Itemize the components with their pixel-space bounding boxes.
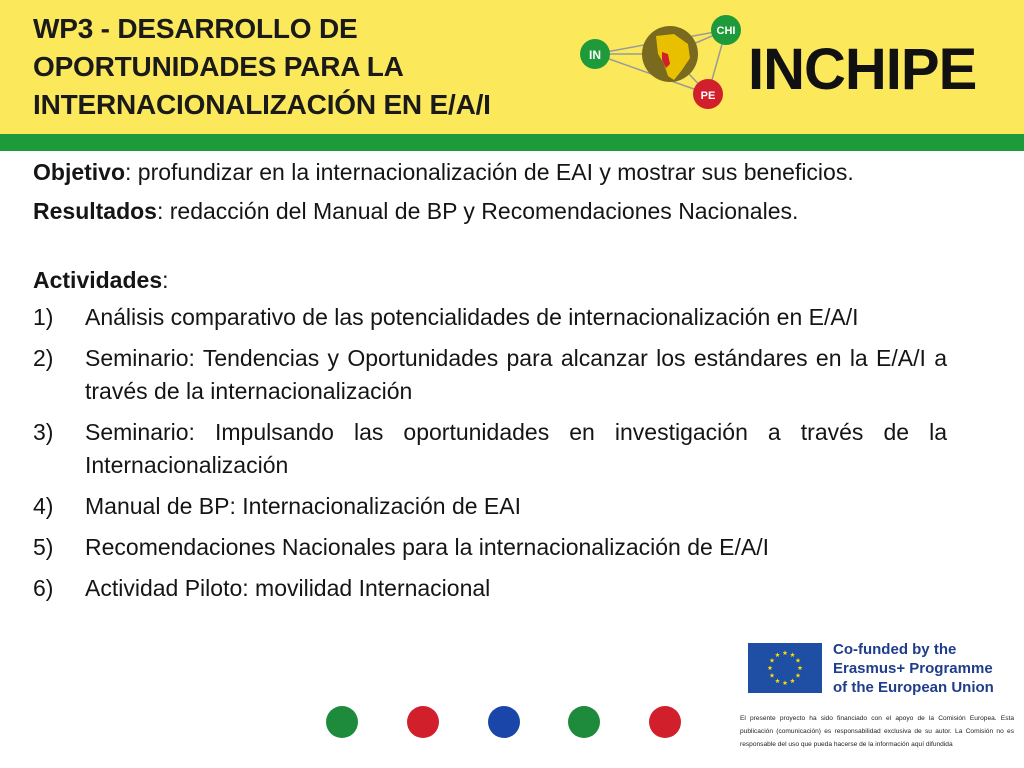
activity-item	[33, 490, 947, 523]
inchipe-wordmark: INCHIPE	[748, 37, 977, 102]
logo-node-in: IN	[589, 48, 601, 62]
eu-stars	[748, 643, 822, 693]
activity-number: 5)	[33, 534, 54, 560]
activities-suffix: :	[162, 267, 169, 293]
activity-text: Recomendaciones Nacionales para la internacionalización de E/A/I	[85, 534, 770, 560]
logo-node-pe: PE	[700, 90, 716, 102]
eu-cofunding-text	[833, 640, 1023, 697]
activity-text: Seminario: Impulsando las oportunidades en investigación a través de la Internacionalización	[85, 419, 947, 478]
activity-item	[33, 301, 947, 334]
eu-star	[783, 680, 788, 685]
decorative-dot-2	[407, 706, 439, 738]
activity-item	[33, 572, 947, 605]
eu-star	[796, 673, 801, 678]
eu-star	[770, 673, 775, 678]
objective-text: : profundizar en la internacionalización de EAI y mostrar sus beneficios.	[125, 159, 854, 185]
eu-star	[790, 652, 795, 657]
slide-title	[33, 10, 553, 124]
activity-text: Análisis comparativo de las potencialidades de internacionalización en E/A/I	[85, 304, 859, 330]
eu-star	[798, 665, 803, 670]
title-line-1: WP3 - DESARROLLO DE	[33, 13, 358, 44]
decorative-dot-1	[326, 706, 358, 738]
activity-text: Manual de BP: Internacionalización de EAI	[85, 493, 521, 519]
activity-text: Actividad Piloto: movilidad Internacional	[85, 575, 491, 601]
eu-star	[775, 678, 780, 683]
eu-flag-icon	[748, 643, 822, 693]
eu-line-3: of the European Union	[833, 679, 994, 696]
activity-item	[33, 531, 947, 564]
activity-number: 4)	[33, 493, 54, 519]
spacer	[33, 228, 947, 264]
eu-disclaimer: El presente proyecto ha sido financiado con el apoyo de la Comisión Europea. Esta publicación (comunicación) es responsabilidad exclusiva de su autor. La Comisión no es responsable del uso que pueda hacerse de la información aquí difundida	[740, 715, 1014, 748]
eu-star	[790, 678, 795, 683]
activity-number: 1)	[33, 304, 54, 330]
eu-star	[775, 652, 780, 657]
eu-star	[770, 658, 775, 663]
eu-line-1: Co-funded by the	[833, 641, 957, 658]
title-line-3: INTERNACIONALIZACIÓN EN E/A/I	[33, 89, 491, 120]
activity-number: 3)	[33, 419, 54, 445]
slide-content	[33, 156, 947, 613]
results-label: Resultados	[33, 198, 157, 224]
title-line-2: OPORTUNIDADES PARA LA	[33, 51, 404, 82]
activities-heading	[33, 264, 947, 297]
results-text: : redacción del Manual de BP y Recomendaciones Nacionales.	[156, 198, 799, 224]
activity-item	[33, 342, 947, 408]
logo-node-chi: CHI	[716, 25, 736, 37]
objective-label: Objetivo	[33, 159, 126, 185]
decorative-dot-3	[488, 706, 520, 738]
activity-text: Seminario: Tendencias y Oportunidades para alcanzar los estándares en la E/A/I a través de la internacionalización	[85, 345, 947, 404]
decorative-dot-4	[568, 706, 600, 738]
header-rule	[0, 134, 1024, 151]
eu-star	[768, 665, 773, 670]
decorative-dot-5	[649, 706, 681, 738]
eu-line-2: Erasmus+ Programme	[833, 660, 993, 677]
activity-number: 2)	[33, 345, 54, 371]
eu-star	[796, 658, 801, 663]
activity-number: 6)	[33, 575, 54, 601]
objective-paragraph	[33, 156, 947, 189]
results-paragraph	[33, 195, 947, 228]
activity-item	[33, 416, 947, 482]
eu-star	[783, 650, 788, 655]
inchipe-logo-graphic	[578, 14, 746, 118]
activities-label: Actividades	[33, 267, 163, 293]
